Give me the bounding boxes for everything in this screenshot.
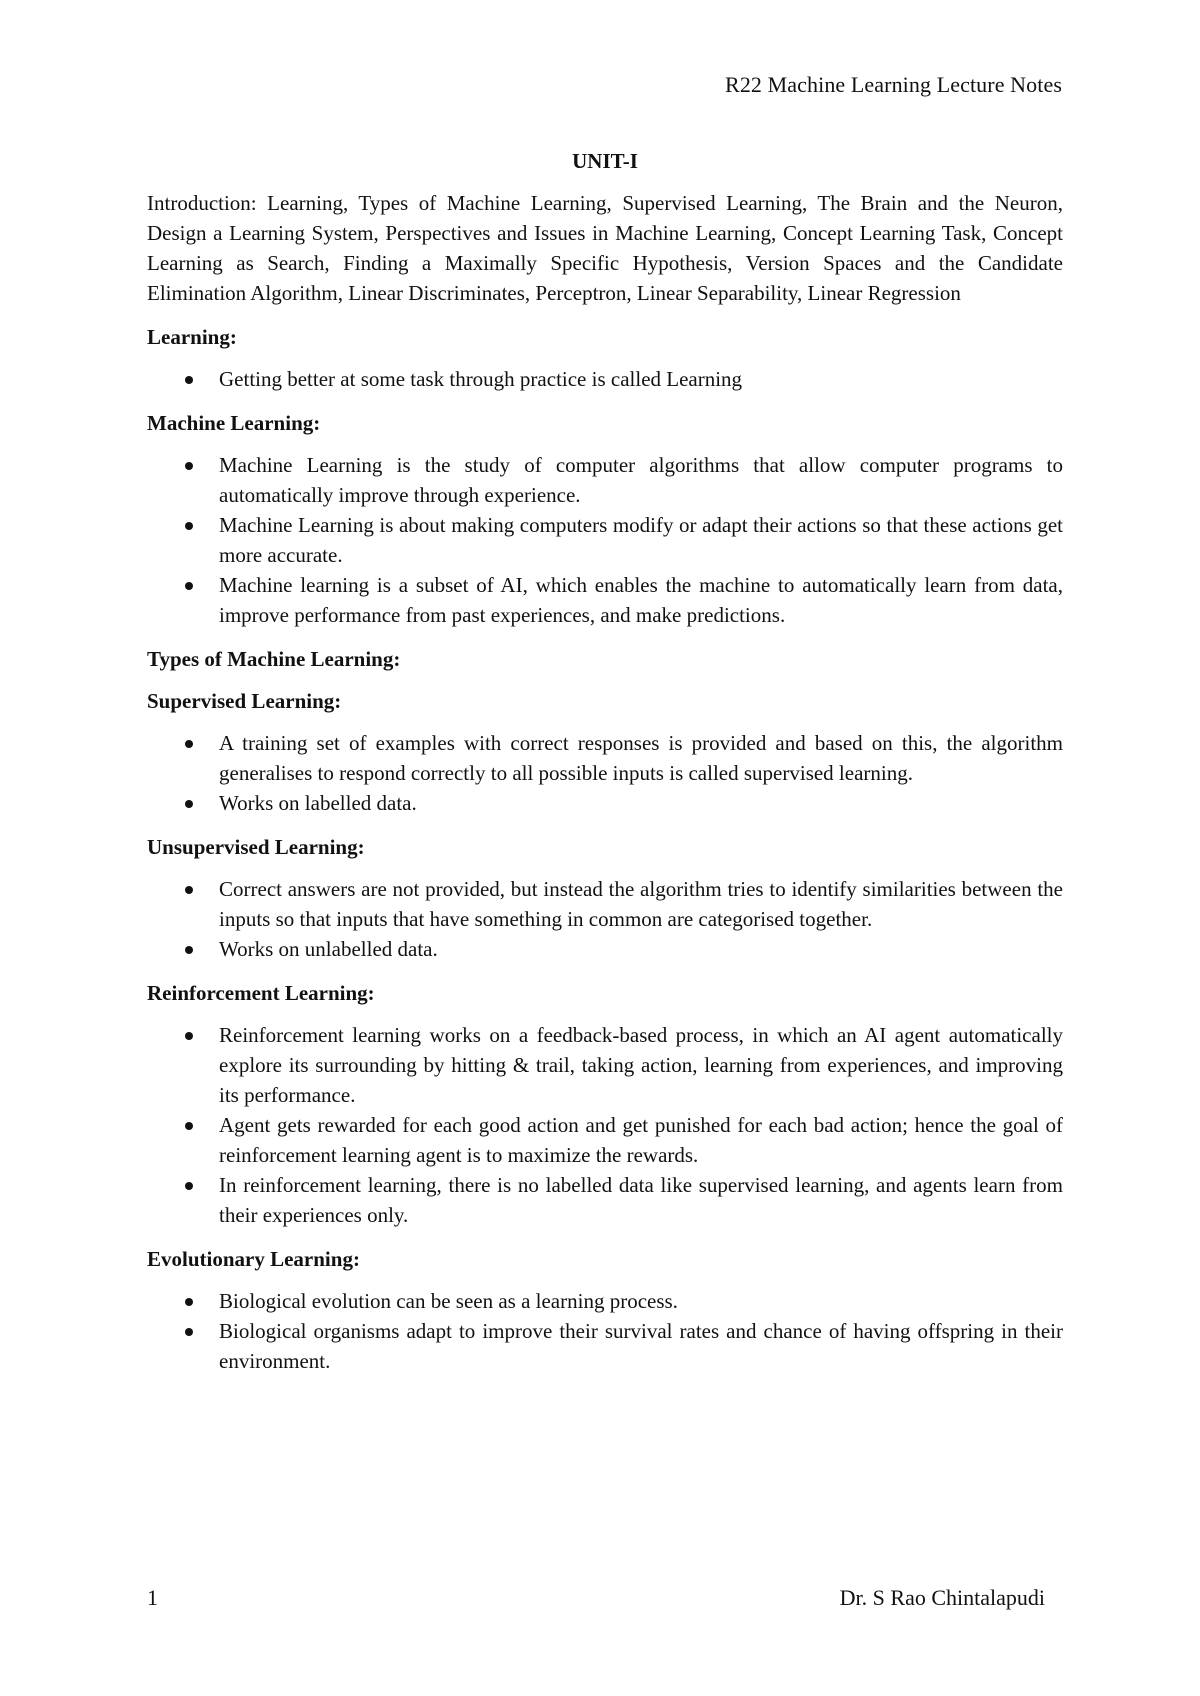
bullet-icon <box>185 1298 193 1306</box>
bullet-icon <box>185 522 193 530</box>
heading-machine-learning: Machine Learning: <box>147 411 321 435</box>
list-item: Works on unlabelled data. <box>147 934 1063 964</box>
list-item: Agent gets rewarded for each good action and get punished for each bad action; hence the goal of reinforcement learning agent is to maximize the rewards. <box>147 1110 1063 1170</box>
list-item: Machine Learning is the study of computer algorithms that allow computer programs to automatically improve through experience. <box>147 450 1063 510</box>
bullet-icon <box>185 946 193 954</box>
machine-learning-list <box>147 450 1063 630</box>
bullet-icon <box>185 740 193 748</box>
list-item: A training set of examples with correct responses is provided and based on this, the algorithm generalises to respond correctly to all possible inputs is called supervised learning. <box>147 728 1063 788</box>
list-item: Machine Learning is about making computers modify or adapt their actions so that these actions get more accurate. <box>147 510 1063 570</box>
heading-types-of-ml: Types of Machine Learning: <box>147 647 401 671</box>
page-content <box>147 146 1063 1390</box>
learning-list <box>147 364 1063 394</box>
heading-unsupervised-learning: Unsupervised Learning: <box>147 835 365 859</box>
bullet-icon <box>185 1328 193 1336</box>
unit-title: UNIT-I <box>572 149 638 173</box>
bullet-icon <box>185 1122 193 1130</box>
supervised-list <box>147 728 1063 818</box>
evolutionary-list <box>147 1286 1063 1376</box>
list-item: Correct answers are not provided, but instead the algorithm tries to identify similarities between the inputs so that inputs that have something in common are categorised together. <box>147 874 1063 934</box>
reinforcement-list <box>147 1020 1063 1230</box>
page-number: 1 <box>147 1585 158 1610</box>
bullet-icon <box>185 376 193 384</box>
heading-learning: Learning: <box>147 325 237 349</box>
bullet-icon <box>185 462 193 470</box>
list-item: Biological organisms adapt to improve their survival rates and chance of having offspring in their environment. <box>147 1316 1063 1376</box>
bullet-icon <box>185 886 193 894</box>
bullet-icon <box>185 1182 193 1190</box>
list-item: Biological evolution can be seen as a learning process. <box>147 1286 1063 1316</box>
bullet-icon <box>185 1032 193 1040</box>
heading-supervised-learning: Supervised Learning: <box>147 689 342 713</box>
list-item: Reinforcement learning works on a feedback-based process, in which an AI agent automatically explore its surrounding by hitting & trail, taking action, learning from experiences, and improving its performance. <box>147 1020 1063 1110</box>
unsupervised-list <box>147 874 1063 964</box>
running-header: R22 Machine Learning Lecture Notes <box>725 72 1062 97</box>
list-item: In reinforcement learning, there is no labelled data like supervised learning, and agents learn from their experiences only. <box>147 1170 1063 1230</box>
list-item: Getting better at some task through practice is called Learning <box>147 364 1063 394</box>
footer-author: Dr. S Rao Chintalapudi <box>839 1585 1045 1610</box>
heading-evolutionary-learning: Evolutionary Learning: <box>147 1247 360 1271</box>
bullet-icon <box>185 582 193 590</box>
list-item: Machine learning is a subset of AI, which enables the machine to automatically learn from data, improve performance from past experiences, and make predictions. <box>147 570 1063 630</box>
unit-intro-paragraph: Introduction: Learning, Types of Machine Learning, Supervised Learning, The Brain and the Neuron, Design a Learning System, Perspectives and Issues in Machine Learning, Concept Learning Task, Concept Learning as Search, Finding a Maximally Specific Hypothesis, Version Spaces and the Candidate Elimination Algorithm, Linear Discriminates, Perceptron, Linear Separability, Linear Regression <box>147 191 1063 305</box>
list-item: Works on labelled data. <box>147 788 1063 818</box>
heading-reinforcement-learning: Reinforcement Learning: <box>147 981 375 1005</box>
bullet-icon <box>185 800 193 808</box>
